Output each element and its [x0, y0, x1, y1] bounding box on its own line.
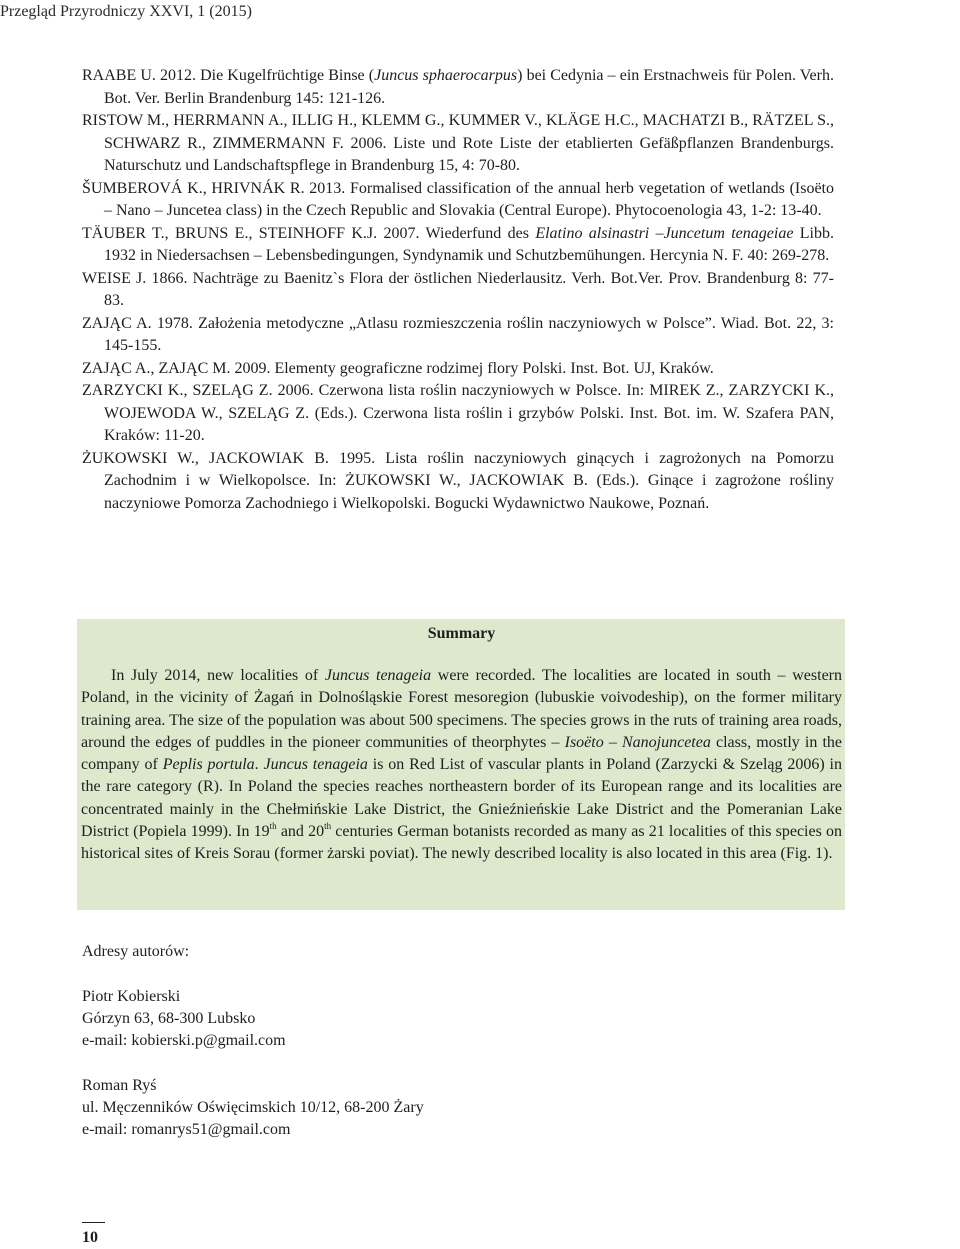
reference-text: ZAJĄC A., ZAJĄC M. 2009. Elementy geograficzne rodzimej flory Polski. Inst. Bot. UJ, Kraków.	[82, 359, 714, 377]
author-address-2	[82, 1075, 424, 1141]
ordinal-suffix: th	[269, 821, 277, 832]
references-list	[82, 65, 834, 515]
species-name: Peplis portula	[162, 756, 255, 774]
summary-text	[81, 665, 842, 866]
species-name: Juncus tenageia	[263, 756, 368, 774]
reference-text: Libb. 1932 in Niedersachsen – Lebensbedingungen, Syndynamik und Schutzbemühungen. Hercynia N. F. 40: 269-278.	[104, 224, 834, 264]
reference-entry	[82, 268, 834, 313]
author-email: e-mail: kobierski.p@gmail.com	[82, 1032, 286, 1049]
reference-entry	[82, 223, 834, 268]
author-street: ul. Męczenników Oświęcimskich 10/12, 68-200 Żary	[82, 1099, 424, 1116]
running-header	[0, 0, 960, 32]
summary-text-run: were recorded. The localities are located in south – western Poland, in the vicinity of Żagań in Dolnośląskie Forest mesoregion (lubuskie voivodeship), on the former military training area. The size of the population was about 500 specimens. The species grows in the ruts of training area roads, around the edges of puddles in the pioneer communities of theorphytes –	[81, 667, 842, 751]
addresses-heading-block	[82, 941, 189, 963]
journal-title: Przegląd Przyrodniczy XXVI, 1 (2015)	[0, 3, 252, 20]
reference-text: ZAJĄC A. 1978. Założenia metodyczne „Atlasu rozmieszczenia roślin naczyniowych w Polsce”. Wiad. Bot. 22, 3: 145-155.	[82, 314, 834, 354]
reference-text: RAABE U. 2012. Die Kugelfrüchtige Binse (	[82, 67, 375, 84]
reference-entry	[82, 448, 834, 516]
reference-entry	[82, 313, 834, 358]
reference-text: ŻUKOWSKI W., JACKOWIAK B. 1995. Lista roślin naczyniowych ginących i zagrożonych na Pomorzu Zachodnim i w Wielkopolsce. In: ŻUKOWSKI W., JACKOWIAK B. (Eds.). Ginące i zagrożone rośliny naczyniowe Pomorza Zachodniego i Wielkopolski. Bogucki Wydawnictwo Naukowe, Poznań.	[82, 449, 834, 512]
reference-entry	[82, 110, 834, 178]
reference-italic: Juncus sphaerocarpus	[374, 67, 518, 84]
author-name: Piotr Kobierski	[82, 988, 181, 1005]
summary-text-run: is on Red List of vascular plants in Poland (Zarzycki & Szeląg 2006) in the rare category (R). In Poland the species reaches northeastern border of its European range and its localities are concentrated mainly in the Chełmińskie Lake District, the Gnieźnieńskie Lake District and the Pomeranian Lake District (Popiela 1999). In 19	[81, 756, 843, 841]
reference-text: RISTOW M., HERRMANN A., ILLIG H., KLEMM G., KUMMER V., KLÄGE H.C., MACHATZI B., RÄTZEL S., SCHWARZ R., ZIMMERMANN F. 2006. Liste und Rote Liste der etablierten Gefäßpflanzen Brandenburgs. Naturschutz und Landschaftspflege in Brandenburg 15, 4: 70-80.	[82, 112, 834, 174]
page-number: 10	[82, 1229, 98, 1246]
reference-text: ZARZYCKI K., SZELĄG Z. 2006. Czerwona lista roślin naczyniowych w Polsce. In: MIREK Z., ZARZYCKI K., WOJEWODA W., SZELĄG Z. (Eds.). Czerwona lista roślin i grzybów Polski. Inst. Bot. im. W. Szafera PAN, Kraków: 11-20.	[82, 382, 834, 444]
reference-entry	[82, 380, 834, 448]
reference-text: ŠUMBEROVÁ K., HRIVNÁK R. 2013. Formalised classification of the annual herb vegetation of wetlands (Isoëto – Nano – Juncetea class) in the Czech Republic and Slovakia (Central Europe). Phytocoenologia 43, 1-2: 13-40.	[82, 179, 834, 219]
addresses-heading: Adresy autorów:	[82, 943, 190, 960]
summary-text-run: and 20	[276, 823, 325, 841]
author-street: Górzyn 63, 68-300 Lubsko	[82, 1010, 256, 1027]
footer-rule	[82, 1222, 105, 1223]
summary-text-run: .	[254, 756, 264, 774]
reference-italic: Elatino alsinastri –Juncetum tenageiae	[535, 224, 794, 242]
species-name: Isoëto – Nanojuncetea	[564, 733, 711, 751]
reference-entry	[82, 65, 834, 110]
summary-text-run: In July 2014, new localities of	[111, 667, 325, 684]
summary-box	[77, 619, 845, 910]
summary-text-run: class, mostly in the company of	[81, 733, 843, 774]
ordinal-suffix: th	[324, 821, 332, 832]
author-address-1	[82, 986, 286, 1052]
reference-text: WEISE J. 1866. Nachträge zu Baenitz`s Flora der östlichen Niederlausitz. Verh. Bot.Ver. Prov. Brandenburg 8: 77-83.	[82, 269, 834, 309]
reference-entry	[82, 178, 834, 223]
species-name: Juncus tenageia	[324, 667, 432, 684]
reference-entry	[82, 358, 834, 381]
author-name: Roman Ryś	[82, 1077, 157, 1094]
reference-text: ) bei Cedynia – ein Erstnachweis für Polen. Verh. Bot. Ver. Berlin Brandenburg 145: 121-126.	[104, 67, 834, 107]
author-email: e-mail: romanrys51@gmail.com	[82, 1121, 291, 1138]
summary-text-run: centuries German botanists recorded as many as 21 localities of this species on historical sites of Kreis Sorau (former żarski poviat). The newly described locality is also located in this area (Fig. 1).	[81, 823, 843, 863]
summary-title: Summary	[427, 625, 496, 642]
reference-text: TÄUBER T., BRUNS E., STEINHOFF K.J. 2007. Wiederfund des	[82, 224, 536, 242]
